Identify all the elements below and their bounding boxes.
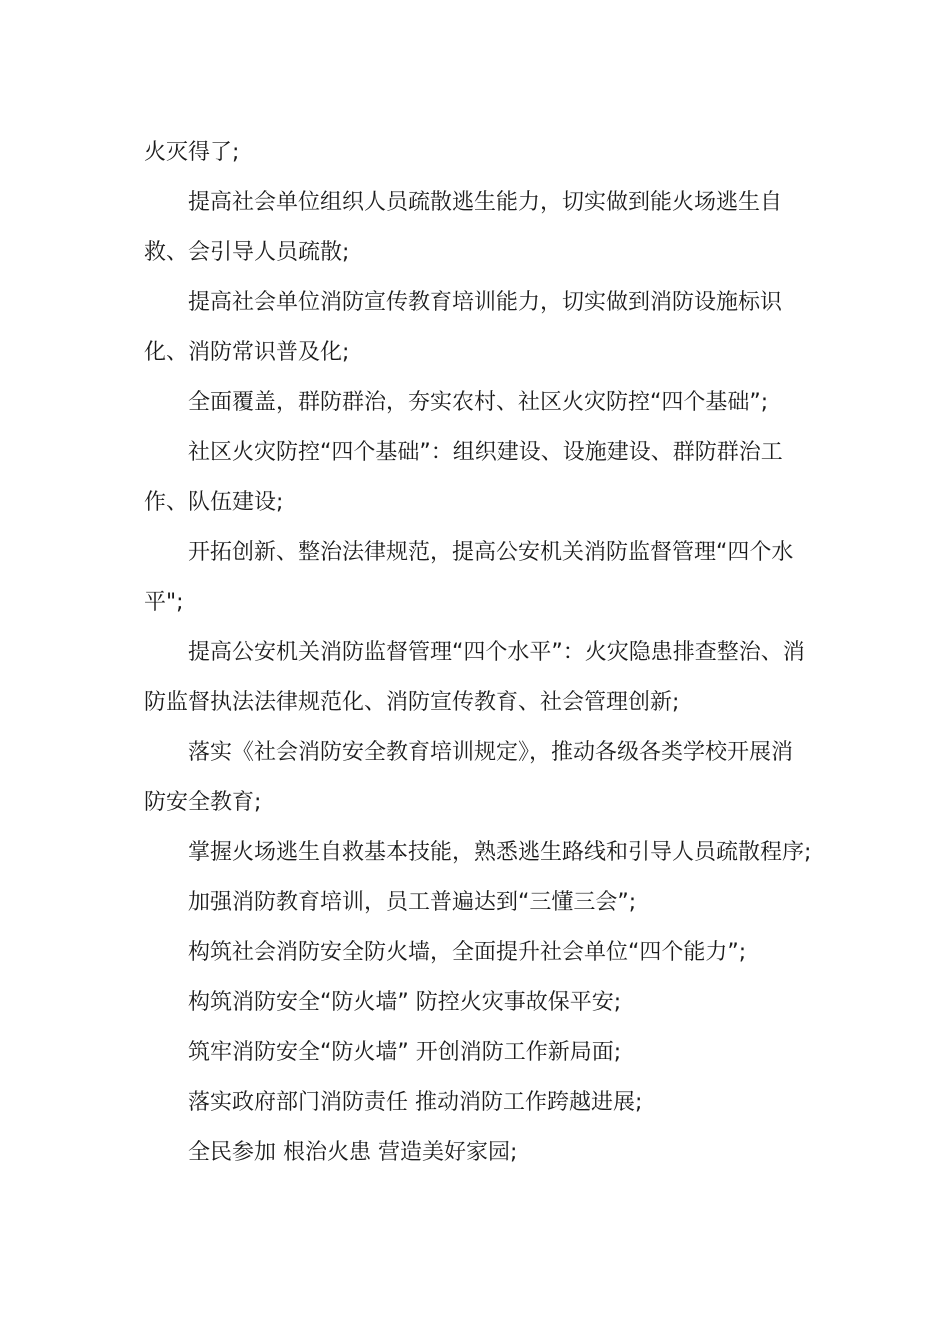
paragraph: 社区火灾防控“四个基础”：组织建设、设施建设、群防群治工作、队伍建设;	[144, 440, 783, 515]
paragraph: 落实《社会消防安全教育培训规定》，推动各级各类学校开展消防安全教育;	[144, 740, 794, 815]
paragraph: 全民参加 根治火患 营造美好家园;	[188, 1140, 518, 1165]
paragraph: 提高社会单位消防宣传教育培训能力，切实做到消防设施标识化、消防常识普及化;	[144, 290, 783, 365]
paragraph: 构筑社会消防安全防火墙，全面提升社会单位“四个能力”;	[188, 940, 747, 965]
document-body	[144, 128, 814, 1178]
paragraph: 火灭得了;	[144, 140, 240, 165]
paragraph: 掌握火场逃生自救基本技能，熟悉逃生路线和引导人员疏散程序;	[188, 840, 812, 865]
paragraph: 开拓创新、整治法律规范，提高公安机关消防监督管理“四个水平";	[144, 540, 794, 615]
paragraph: 加强消防教育培训，员工普遍达到“三懂三会”;	[188, 890, 637, 915]
paragraph: 全面覆盖，群防群治，夯实农村、社区火灾防控“四个基础”;	[188, 390, 769, 415]
paragraph: 构筑消防安全“防火墙” 防控火灾事故保平安;	[188, 990, 622, 1015]
paragraph: 提高社会单位组织人员疏散逃生能力，切实做到能火场逃生自救、会引导人员疏散;	[144, 190, 783, 265]
paragraph: 筑牢消防安全“防火墙” 开创消防工作新局面;	[188, 1040, 622, 1065]
paragraph: 提高公安机关消防监督管理“四个水平”：火灾隐患排查整治、消防监督执法法律规范化、消防宣传教育、社会管理创新;	[144, 640, 805, 715]
paragraph: 落实政府部门消防责任 推动消防工作跨越进展;	[188, 1090, 643, 1115]
